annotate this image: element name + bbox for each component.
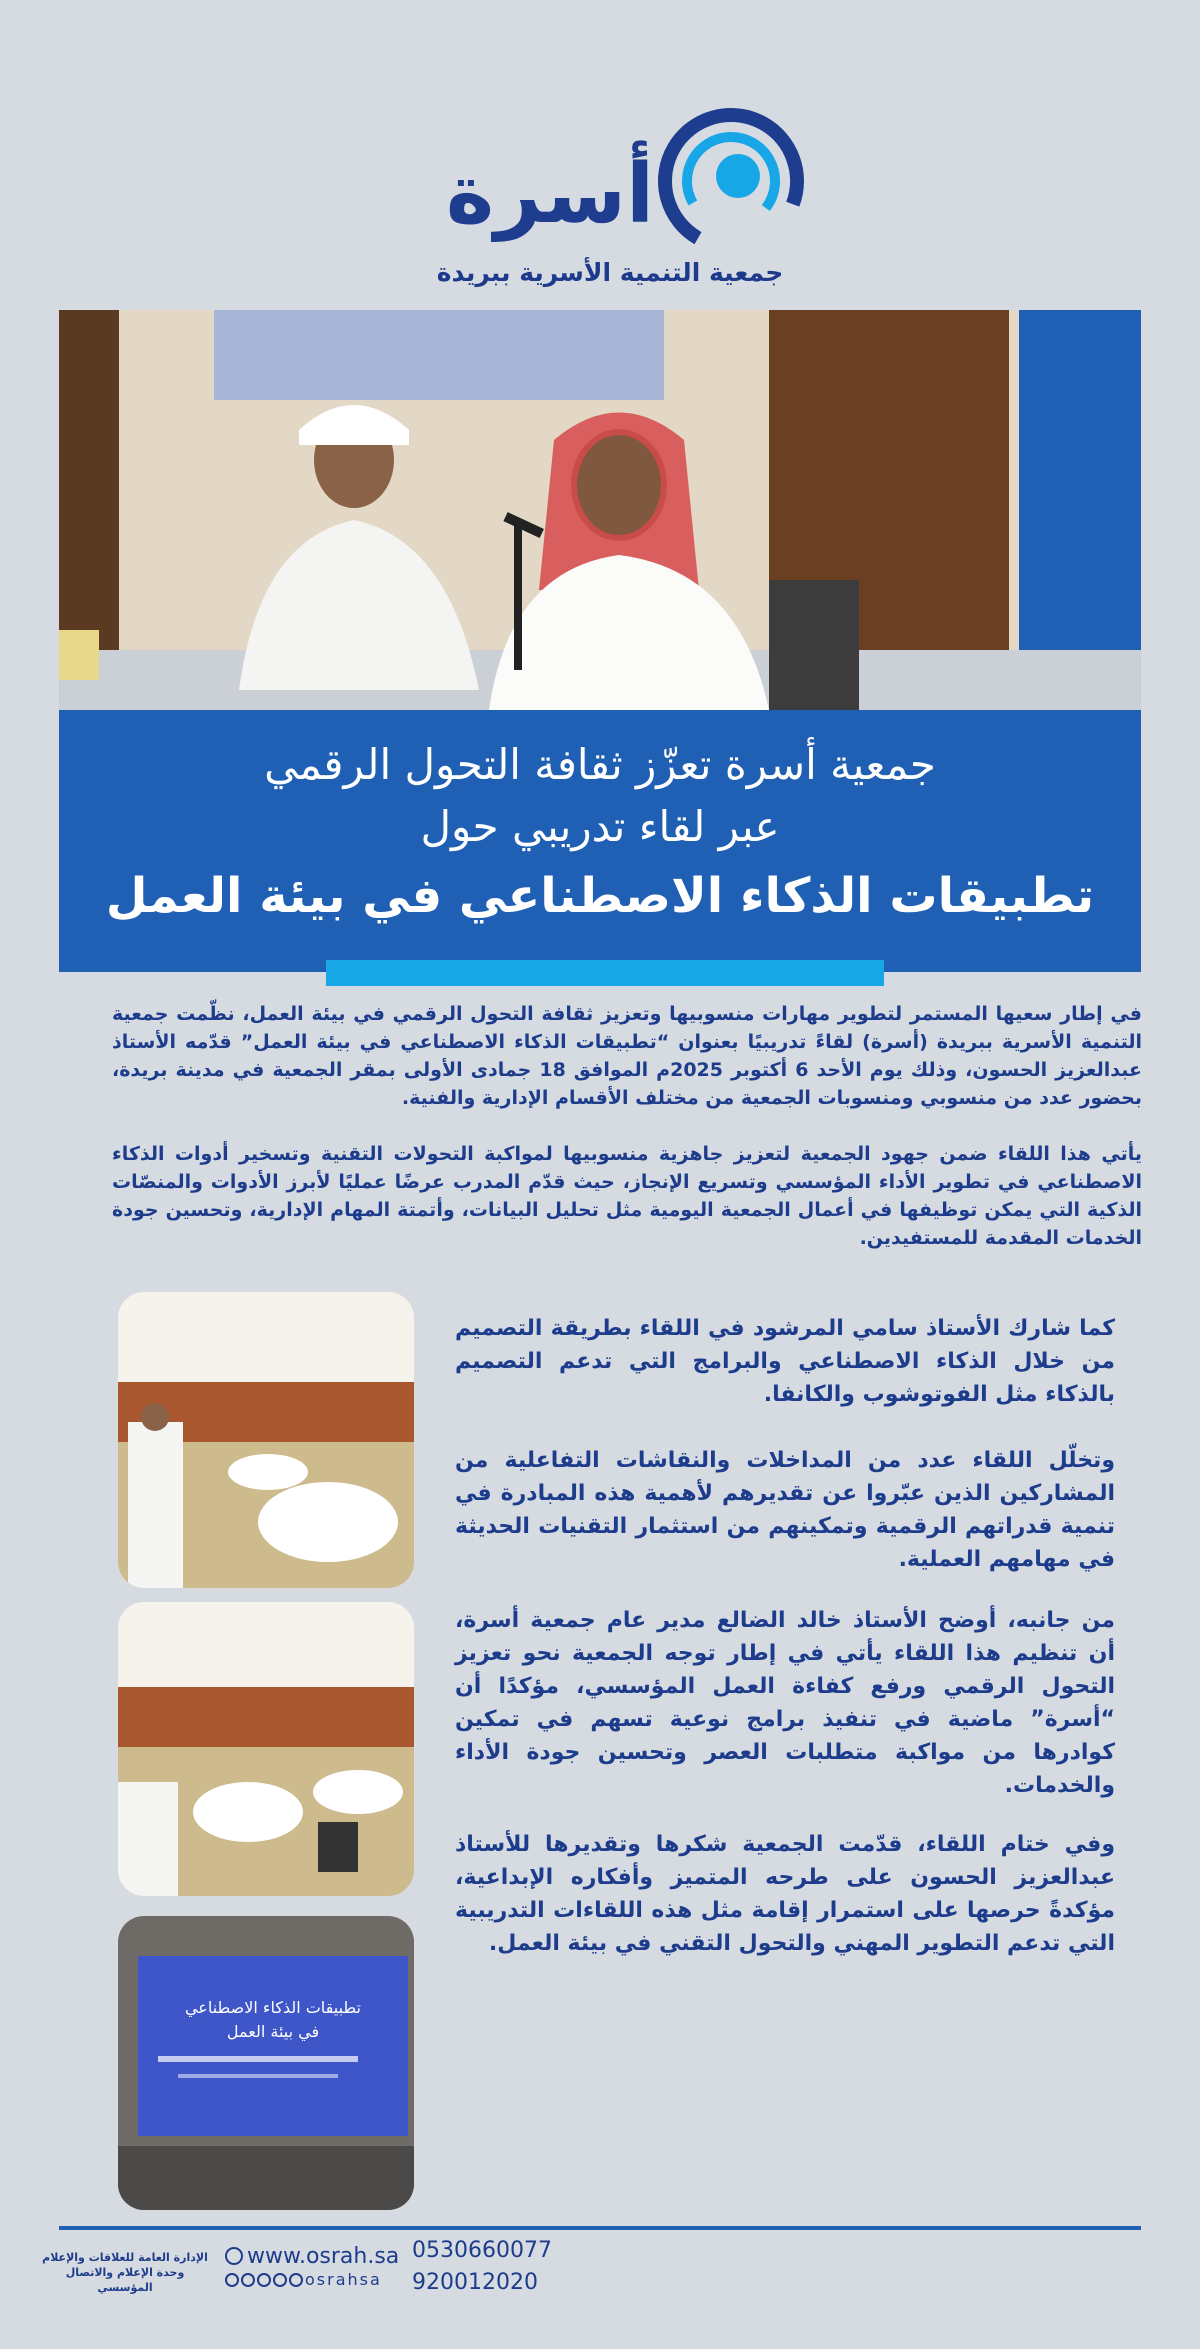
intro-paragraph: في إطار سعيها المستمر لتطوير مهارات منسوبيها وتعزيز ثقافة التحول الرقمي في بيئة العمل، نظّمت جمعية التنمية الأسرية ببريدة (أسرة) لقاءً تدريبيًا بعنوان “تطبيقات الذكاء الاصطناعي في بيئة العمل” قدّمه الأستاذ عبدالعزيز الحسون، وذلك يوم الأحد 6 أكتوبر 2025م الموافق 18 جمادى الأولى بمقر الجمعية في مدينة بريدة، بحضور عدد من منسوبي ومنسوبات الجمعية من مختلف الأقسام الإدارية والفنية. bbox=[112, 1003, 1143, 1109]
footer-phone-mobile[interactable]: 0530660077 bbox=[412, 2238, 552, 2263]
footer-divider bbox=[59, 2226, 1141, 2230]
banner-title-line1: جمعية أسرة تعزّز ثقافة التحول الرقمي bbox=[264, 740, 936, 789]
logo-swirl-icon bbox=[656, 106, 806, 256]
globe-icon bbox=[225, 2247, 243, 2265]
banner-title-line3: تطبيقات الذكاء الاصطناعي في بيئة العمل bbox=[105, 868, 1095, 924]
youtube-icon bbox=[257, 2273, 271, 2287]
body-paragraph-4: وفي ختام اللقاء، قدّمت الجمعية شكرها وتقديرها للأستاذ عبدالعزيز الحسون على طرحه المتميز وأفكاره الإبداعية، مؤكدةً حرصها على استمرار إقامة مثل هذه اللقاءات التدريبية التي تدعم التطوير المهني والتحول التقني في بيئة العمل. bbox=[455, 1832, 1115, 1956]
x-icon bbox=[289, 2273, 303, 2287]
context-paragraph: يأتي هذا اللقاء ضمن جهود الجمعية لتعزيز جاهزية منسوبيها لمواكبة التحولات التقنية وتسخير أدوات الذكاء الاصطناعي في تطوير الأداء المؤسسي وتسريع الإنجاز، حيث قدّم المدرب عرضًا عمليًا لأبرز الأدوات والمنصّات الذكية التي يمكن توظيفها في أعمال الجمعية اليومية مثل تحليل البيانات، وأتمتة المهام الإدارية، وتحسين جودة الخدمات المقدمة للمستفيدين. bbox=[112, 1143, 1142, 1249]
tiktok-icon bbox=[273, 2273, 287, 2287]
body-paragraph-1: كما شارك الأستاذ سامي المرشود في اللقاء بطريقة التصميم من خلال الذكاء الاصطناعي والبرامج التي تدعم التصميم بالذكاء مثل الفوتوشوب والكانفا. bbox=[455, 1316, 1115, 1407]
hero-photo bbox=[59, 310, 1141, 710]
title-banner bbox=[59, 710, 1141, 972]
banner-accent-bar bbox=[326, 960, 884, 986]
footer-website-link[interactable] bbox=[225, 2244, 399, 2269]
organization-subtitle: جمعية التنمية الأسرية ببريدة bbox=[436, 258, 784, 287]
slide-title-line1: تطبيقات الذكاء الاصطناعي bbox=[184, 1998, 362, 2017]
event-photo-1 bbox=[118, 1292, 414, 1588]
body-paragraph-3: من جانبه، أوضح الأستاذ خالد الضالع مدير عام جمعية أسرة، أن تنظيم هذا اللقاء يأتي في إطار توجه الجمعية نحو تعزيز التحول الرقمي ورفع كفاءة العمل المؤسسي، مؤكدًا أن “أسرة” ماضية في تنفيذ برامج نوعية تسهم في تمكين كوادرها من مواكبة متطلبات العصر وتحسين جودة الأداء والخدمات. bbox=[455, 1608, 1115, 1798]
body-paragraph-2: وتخلّل اللقاء عدد من المداخلات والنقاشات التفاعلية من المشاركين الذين عبّروا عن تقديرهم لأهمية هذه المبادرة في تنمية قدراتهم الرقمية وتمكينهم من استثمار التقنيات الحديثة في مهامهم العملية. bbox=[455, 1448, 1115, 1572]
brand-logo bbox=[420, 100, 800, 300]
logo-wordmark: أسرة bbox=[445, 147, 655, 242]
event-photo-3-slide bbox=[118, 1916, 414, 2210]
footer-website-text: www.osrah.sa bbox=[247, 2244, 400, 2269]
footer-social-row[interactable] bbox=[225, 2270, 382, 2289]
banner-title-line2: عبر لقاء تدريبي حول bbox=[420, 802, 780, 851]
snapchat-icon bbox=[241, 2273, 255, 2287]
footer-social-handle: osrahsa bbox=[305, 2270, 382, 2289]
slide-title-line2: في بيئة العمل bbox=[226, 2022, 320, 2041]
footer-department: الإدارة العامة للعلاقات والإعلام وحدة الإعلام والاتصال المؤسسي bbox=[42, 2251, 208, 2294]
instagram-icon bbox=[225, 2273, 239, 2287]
event-photo-2 bbox=[118, 1602, 414, 1896]
footer-phone-unified[interactable]: 920012020 bbox=[412, 2270, 538, 2295]
